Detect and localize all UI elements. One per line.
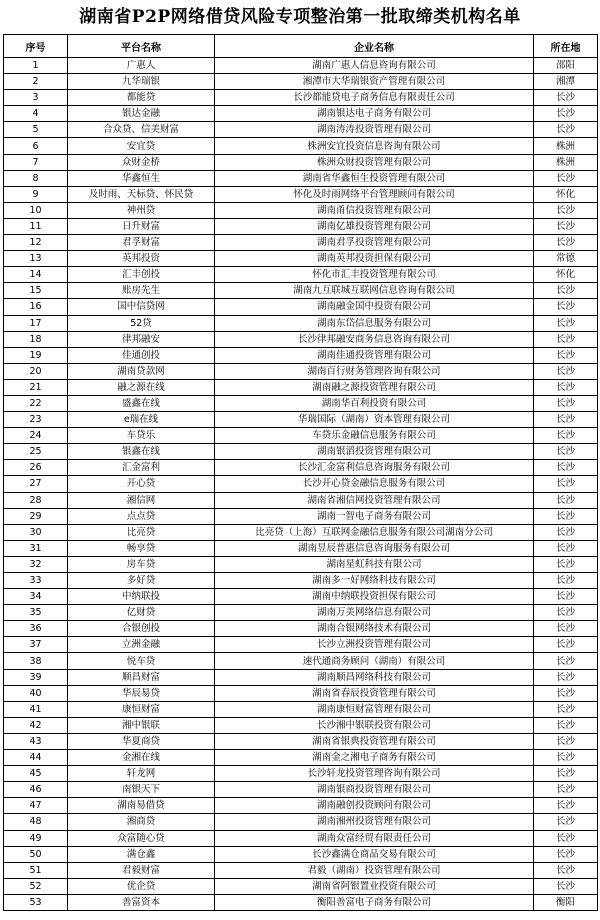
row-platform-name: 湘信网 bbox=[68, 492, 215, 508]
row-location: 长沙 bbox=[534, 717, 598, 733]
table-row bbox=[4, 653, 598, 669]
row-company-name: 湖南华百利投资有限公司 bbox=[215, 395, 534, 411]
row-location: 长沙 bbox=[534, 814, 598, 830]
row-index: 6 bbox=[4, 138, 68, 154]
row-index: 22 bbox=[4, 395, 68, 411]
row-index: 26 bbox=[4, 460, 68, 476]
row-company-name: 湖南佳通投资管理有限公司 bbox=[215, 347, 534, 363]
table-row bbox=[4, 267, 598, 283]
row-location: 长沙 bbox=[534, 782, 598, 798]
row-location: 长沙 bbox=[534, 573, 598, 589]
row-platform-name: 顺昌财富 bbox=[68, 669, 215, 685]
row-location: 长沙 bbox=[534, 878, 598, 894]
row-company-name: 湖南融创投资顾问有限公司 bbox=[215, 798, 534, 814]
row-platform-name: 君孚财富 bbox=[68, 235, 215, 251]
row-platform-name: 银鑫在线 bbox=[68, 444, 215, 460]
row-platform-name: 湖南贷款网 bbox=[68, 363, 215, 379]
row-company-name: 华瑞国际（湖南）资本管理有限公司 bbox=[215, 412, 534, 428]
table-row bbox=[4, 460, 598, 476]
row-index: 14 bbox=[4, 267, 68, 283]
row-location: 长沙 bbox=[534, 733, 598, 749]
row-platform-name: 点点贷 bbox=[68, 508, 215, 524]
row-index: 29 bbox=[4, 508, 68, 524]
row-location: 长沙 bbox=[534, 444, 598, 460]
row-platform-name: 神州贷 bbox=[68, 202, 215, 218]
row-location: 长沙 bbox=[534, 412, 598, 428]
row-platform-name: 轩龙网 bbox=[68, 766, 215, 782]
row-location: 长沙 bbox=[534, 830, 598, 846]
table-row bbox=[4, 556, 598, 572]
row-platform-name: 汇金富利 bbox=[68, 460, 215, 476]
table-row bbox=[4, 444, 598, 460]
row-platform-name: 合众贷、信美财富 bbox=[68, 122, 215, 138]
row-location: 长沙 bbox=[534, 750, 598, 766]
row-index: 51 bbox=[4, 862, 68, 878]
row-company-name: 株洲安宜投资信息咨询有限公司 bbox=[215, 138, 534, 154]
row-location: 长沙 bbox=[534, 637, 598, 653]
row-index: 37 bbox=[4, 637, 68, 653]
table-row bbox=[4, 540, 598, 556]
row-company-name: 湖南亿雄投资管理有限公司 bbox=[215, 218, 534, 234]
row-platform-name: 华辰易贷 bbox=[68, 685, 215, 701]
row-platform-name: 融之源在线 bbox=[68, 379, 215, 395]
row-location: 长沙 bbox=[534, 218, 598, 234]
row-location: 长沙 bbox=[534, 379, 598, 395]
row-company-name: 湖南省阿银置业投资有限公司 bbox=[215, 878, 534, 894]
row-index: 1 bbox=[4, 58, 68, 74]
table-row bbox=[4, 733, 598, 749]
row-platform-name: 佳通创投 bbox=[68, 347, 215, 363]
row-platform-name: 悦车贷 bbox=[68, 653, 215, 669]
row-index: 9 bbox=[4, 186, 68, 202]
row-location: 长沙 bbox=[534, 476, 598, 492]
table-row bbox=[4, 379, 598, 395]
row-company-name: 湖南星虹科技有限公司 bbox=[215, 556, 534, 572]
row-index: 34 bbox=[4, 589, 68, 605]
table-row bbox=[4, 524, 598, 540]
row-index: 21 bbox=[4, 379, 68, 395]
row-location: 长沙 bbox=[534, 540, 598, 556]
row-company-name: 湖南一智电子商务有限公司 bbox=[215, 508, 534, 524]
row-index: 43 bbox=[4, 733, 68, 749]
row-location: 长沙 bbox=[534, 524, 598, 540]
row-company-name: 湖南融之源投资管理有限公司 bbox=[215, 379, 534, 395]
table-row bbox=[4, 750, 598, 766]
row-company-name: 长沙开心贷金融信息服务有限公司 bbox=[215, 476, 534, 492]
row-location: 怀化 bbox=[534, 267, 598, 283]
row-index: 28 bbox=[4, 492, 68, 508]
row-index: 40 bbox=[4, 685, 68, 701]
row-platform-name: 立洲金融 bbox=[68, 637, 215, 653]
row-location: 常德 bbox=[534, 251, 598, 267]
row-platform-name: 广惠人 bbox=[68, 58, 215, 74]
row-index: 46 bbox=[4, 782, 68, 798]
table-row bbox=[4, 412, 598, 428]
table-row bbox=[4, 766, 598, 782]
row-index: 2 bbox=[4, 74, 68, 90]
row-platform-name: 康恒财富 bbox=[68, 701, 215, 717]
row-company-name: 湘潭市大华瑞银资产管理有限公司 bbox=[215, 74, 534, 90]
row-index: 4 bbox=[4, 106, 68, 122]
row-location: 长沙 bbox=[534, 669, 598, 685]
row-company-name: 湖南省华鑫恒生投资管理有限公司 bbox=[215, 170, 534, 186]
row-location: 长沙 bbox=[534, 846, 598, 862]
row-platform-name: 开心贷 bbox=[68, 476, 215, 492]
row-platform-name: 众富随心贷 bbox=[68, 830, 215, 846]
row-platform-name: 湖南易借贷 bbox=[68, 798, 215, 814]
row-index: 38 bbox=[4, 653, 68, 669]
row-index: 36 bbox=[4, 621, 68, 637]
row-location: 长沙 bbox=[534, 363, 598, 379]
row-location: 株洲 bbox=[534, 138, 598, 154]
table-row bbox=[4, 814, 598, 830]
row-index: 52 bbox=[4, 878, 68, 894]
row-company-name: 湖南中纳联投资担保有限公司 bbox=[215, 589, 534, 605]
row-index: 30 bbox=[4, 524, 68, 540]
row-index: 10 bbox=[4, 202, 68, 218]
row-company-name: 湖南涛涛投资管理有限公司 bbox=[215, 122, 534, 138]
row-company-name: 湖南银商投资管理有限公司 bbox=[215, 782, 534, 798]
row-location: 长沙 bbox=[534, 653, 598, 669]
row-location: 长沙 bbox=[534, 460, 598, 476]
row-index: 13 bbox=[4, 251, 68, 267]
row-index: 3 bbox=[4, 90, 68, 106]
row-index: 18 bbox=[4, 331, 68, 347]
row-company-name: 长沙汇金富利信息咨询服务有限公司 bbox=[215, 460, 534, 476]
table-row bbox=[4, 605, 598, 621]
row-index: 12 bbox=[4, 235, 68, 251]
row-platform-name: 汇丰创投 bbox=[68, 267, 215, 283]
row-platform-name: 盛鑫在线 bbox=[68, 395, 215, 411]
row-company-name: 湖南甬信投资管理有限公司 bbox=[215, 202, 534, 218]
header-company-name: 企业名称 bbox=[215, 35, 534, 58]
row-location: 长沙 bbox=[534, 299, 598, 315]
row-location: 衡阳 bbox=[534, 894, 598, 910]
table-row bbox=[4, 315, 598, 331]
row-location: 长沙 bbox=[534, 283, 598, 299]
row-company-name: 湖南多一好网络科技有限公司 bbox=[215, 573, 534, 589]
row-index: 48 bbox=[4, 814, 68, 830]
row-index: 24 bbox=[4, 428, 68, 444]
row-platform-name: 优企贷 bbox=[68, 878, 215, 894]
row-location: 长沙 bbox=[534, 621, 598, 637]
table-row bbox=[4, 637, 598, 653]
row-index: 23 bbox=[4, 412, 68, 428]
row-location: 长沙 bbox=[534, 395, 598, 411]
row-index: 7 bbox=[4, 154, 68, 170]
row-company-name: 湖南顺昌网络科技有限公司 bbox=[215, 669, 534, 685]
row-company-name: 湖南广惠人信息咨询有限公司 bbox=[215, 58, 534, 74]
row-platform-name: 银达金融 bbox=[68, 106, 215, 122]
row-platform-name: 都能贷 bbox=[68, 90, 215, 106]
table-row bbox=[4, 573, 598, 589]
table-row bbox=[4, 170, 598, 186]
row-platform-name: 满仓鑫 bbox=[68, 846, 215, 862]
row-index: 19 bbox=[4, 347, 68, 363]
row-location: 长沙 bbox=[534, 315, 598, 331]
table-row bbox=[4, 331, 598, 347]
row-location: 长沙 bbox=[534, 428, 598, 444]
table-row bbox=[4, 299, 598, 315]
row-location: 长沙 bbox=[534, 701, 598, 717]
row-platform-name: 52贷 bbox=[68, 315, 215, 331]
row-location: 长沙 bbox=[534, 766, 598, 782]
table-row bbox=[4, 58, 598, 74]
row-company-name: 株洲众财投资管理有限公司 bbox=[215, 154, 534, 170]
row-location: 长沙 bbox=[534, 508, 598, 524]
row-company-name: 长沙轩龙投资管理咨询有限公司 bbox=[215, 766, 534, 782]
row-location: 长沙 bbox=[534, 492, 598, 508]
table-row bbox=[4, 106, 598, 122]
row-company-name: 湖南万美网络信息有限公司 bbox=[215, 605, 534, 621]
table-row bbox=[4, 202, 598, 218]
table-row bbox=[4, 701, 598, 717]
row-company-name: 长沙鑫满仓商品交易有限公司 bbox=[215, 846, 534, 862]
row-company-name: 湖南湘州投资管理有限公司 bbox=[215, 814, 534, 830]
row-company-name: 湖南众富经贸有限责任公司 bbox=[215, 830, 534, 846]
row-platform-name: 安宜贷 bbox=[68, 138, 215, 154]
row-location: 长沙 bbox=[534, 798, 598, 814]
row-platform-name: 及时雨、天标贷、怀民贷 bbox=[68, 186, 215, 202]
row-index: 47 bbox=[4, 798, 68, 814]
row-company-name: 湖南百行财务管理咨询有限公司 bbox=[215, 363, 534, 379]
table-row bbox=[4, 878, 598, 894]
row-index: 5 bbox=[4, 122, 68, 138]
table-row bbox=[4, 830, 598, 846]
row-location: 长沙 bbox=[534, 202, 598, 218]
table-header-row bbox=[4, 35, 598, 58]
row-company-name: 湖南昱辰普惠信息咨询服务有限公司 bbox=[215, 540, 534, 556]
row-location: 长沙 bbox=[534, 235, 598, 251]
row-location: 长沙 bbox=[534, 170, 598, 186]
table-row bbox=[4, 154, 598, 170]
row-index: 20 bbox=[4, 363, 68, 379]
row-platform-name: 国中信贷网 bbox=[68, 299, 215, 315]
row-company-name: 湖南九互联城互联网信息咨询有限公司 bbox=[215, 283, 534, 299]
table-row bbox=[4, 122, 598, 138]
row-company-name: 湖南英邦投资担保有限公司 bbox=[215, 251, 534, 267]
table-row bbox=[4, 251, 598, 267]
table-row bbox=[4, 685, 598, 701]
table-row bbox=[4, 218, 598, 234]
table-row bbox=[4, 894, 598, 910]
row-platform-name: 华鑫恒生 bbox=[68, 170, 215, 186]
table-row bbox=[4, 846, 598, 862]
row-company-name: 湖南省湘信网投资管理有限公司 bbox=[215, 492, 534, 508]
row-company-name: 长沙都能贷电子商务信息有限责任公司 bbox=[215, 90, 534, 106]
row-platform-name: 中纳联投 bbox=[68, 589, 215, 605]
row-location: 湘潭 bbox=[534, 74, 598, 90]
row-location: 长沙 bbox=[534, 122, 598, 138]
row-company-name: 湖南金之湘电子商务有限公司 bbox=[215, 750, 534, 766]
table-row bbox=[4, 235, 598, 251]
institution-table bbox=[3, 34, 598, 911]
table-row bbox=[4, 492, 598, 508]
row-platform-name: 九华瑞银 bbox=[68, 74, 215, 90]
row-platform-name: 多好贷 bbox=[68, 573, 215, 589]
row-index: 35 bbox=[4, 605, 68, 621]
row-company-name: 湖南省银典投资管理有限公司 bbox=[215, 733, 534, 749]
row-platform-name: 账房先生 bbox=[68, 283, 215, 299]
row-platform-name: 善富资本 bbox=[68, 894, 215, 910]
row-index: 11 bbox=[4, 218, 68, 234]
header-location: 所在地 bbox=[534, 35, 598, 58]
row-index: 44 bbox=[4, 750, 68, 766]
table-row bbox=[4, 589, 598, 605]
row-index: 17 bbox=[4, 315, 68, 331]
row-company-name: 湖南融金国中投资有限公司 bbox=[215, 299, 534, 315]
row-platform-name: 律邦融安 bbox=[68, 331, 215, 347]
row-index: 33 bbox=[4, 573, 68, 589]
row-platform-name: 车贷乐 bbox=[68, 428, 215, 444]
table-body bbox=[4, 58, 598, 911]
row-company-name: 比亮贷（上海）互联网金融信息服务有限公司湖南分公司 bbox=[215, 524, 534, 540]
row-platform-name: 君毅财富 bbox=[68, 862, 215, 878]
row-company-name: 怀化市汇丰投资管理有限公司 bbox=[215, 267, 534, 283]
row-location: 怀化 bbox=[534, 186, 598, 202]
row-company-name: 湖南银滔投资管理有限公司 bbox=[215, 444, 534, 460]
row-index: 42 bbox=[4, 717, 68, 733]
row-index: 32 bbox=[4, 556, 68, 572]
row-company-name: 湖南银达电子商务有限公司 bbox=[215, 106, 534, 122]
row-platform-name: 合银创投 bbox=[68, 621, 215, 637]
row-location: 长沙 bbox=[534, 589, 598, 605]
row-platform-name: 湘中银联 bbox=[68, 717, 215, 733]
row-company-name: 湖南君孚投资管理有限公司 bbox=[215, 235, 534, 251]
row-location: 长沙 bbox=[534, 347, 598, 363]
row-index: 27 bbox=[4, 476, 68, 492]
table-row bbox=[4, 508, 598, 524]
row-company-name: 湖南康恒财富管理有限公司 bbox=[215, 701, 534, 717]
row-company-name: 君毅（湖南）投资管理有限公司 bbox=[215, 862, 534, 878]
table-row bbox=[4, 363, 598, 379]
table-row bbox=[4, 74, 598, 90]
row-platform-name: 众财金桥 bbox=[68, 154, 215, 170]
row-platform-name: 日升财富 bbox=[68, 218, 215, 234]
table-row bbox=[4, 717, 598, 733]
row-location: 邵阳 bbox=[534, 58, 598, 74]
row-company-name: 衡阳善富电子商务有限公司 bbox=[215, 894, 534, 910]
row-location: 长沙 bbox=[534, 90, 598, 106]
row-index: 15 bbox=[4, 283, 68, 299]
row-index: 45 bbox=[4, 766, 68, 782]
row-index: 53 bbox=[4, 894, 68, 910]
table-row bbox=[4, 428, 598, 444]
row-platform-name: 金湘在线 bbox=[68, 750, 215, 766]
row-location: 长沙 bbox=[534, 331, 598, 347]
row-index: 50 bbox=[4, 846, 68, 862]
row-location: 长沙 bbox=[534, 862, 598, 878]
row-index: 41 bbox=[4, 701, 68, 717]
row-company-name: 怀化及时雨网络平台管理顾问有限公司 bbox=[215, 186, 534, 202]
row-index: 8 bbox=[4, 170, 68, 186]
table-row bbox=[4, 476, 598, 492]
table-row bbox=[4, 782, 598, 798]
row-index: 16 bbox=[4, 299, 68, 315]
table-row bbox=[4, 621, 598, 637]
table-row bbox=[4, 138, 598, 154]
row-location: 长沙 bbox=[534, 106, 598, 122]
row-company-name: 湖南省春辰投资管理有限公司 bbox=[215, 685, 534, 701]
row-platform-name: 房车贷 bbox=[68, 556, 215, 572]
table-row bbox=[4, 395, 598, 411]
row-location: 长沙 bbox=[534, 685, 598, 701]
row-platform-name: 比亮贷 bbox=[68, 524, 215, 540]
row-index: 31 bbox=[4, 540, 68, 556]
row-index: 25 bbox=[4, 444, 68, 460]
row-company-name: 长沙立洲投资管理有限公司 bbox=[215, 637, 534, 653]
table-row bbox=[4, 669, 598, 685]
table-row bbox=[4, 347, 598, 363]
row-platform-name: 湘商贷 bbox=[68, 814, 215, 830]
table-row bbox=[4, 862, 598, 878]
row-company-name: 长沙律邦融安商务信息咨询有限公司 bbox=[215, 331, 534, 347]
row-platform-name: e瑞在线 bbox=[68, 412, 215, 428]
header-index: 序号 bbox=[4, 35, 68, 58]
row-platform-name: 畅享贷 bbox=[68, 540, 215, 556]
row-company-name: 长沙湘中银联投资有限公司 bbox=[215, 717, 534, 733]
table-row bbox=[4, 283, 598, 299]
row-platform-name: 英邦投资 bbox=[68, 251, 215, 267]
document-title: 湖南省P2P网络借贷风险专项整治第一批取缔类机构名单 bbox=[79, 7, 521, 27]
row-platform-name: 华夏商贷 bbox=[68, 733, 215, 749]
row-location: 长沙 bbox=[534, 556, 598, 572]
row-company-name: 湖南东岱信息服务有限公司 bbox=[215, 315, 534, 331]
row-index: 39 bbox=[4, 669, 68, 685]
row-company-name: 湖南合银网络技术有限公司 bbox=[215, 621, 534, 637]
row-location: 株洲 bbox=[534, 154, 598, 170]
table-row bbox=[4, 798, 598, 814]
row-company-name: 速代通商务顾问（湖南）有限公司 bbox=[215, 653, 534, 669]
row-company-name: 车贷乐金融信息服务有限公司 bbox=[215, 428, 534, 444]
row-platform-name: 南银天下 bbox=[68, 782, 215, 798]
row-index: 49 bbox=[4, 830, 68, 846]
table-row bbox=[4, 90, 598, 106]
row-platform-name: 亿财贷 bbox=[68, 605, 215, 621]
row-location: 长沙 bbox=[534, 605, 598, 621]
header-platform-name: 平台名称 bbox=[68, 35, 215, 58]
table-row bbox=[4, 186, 598, 202]
